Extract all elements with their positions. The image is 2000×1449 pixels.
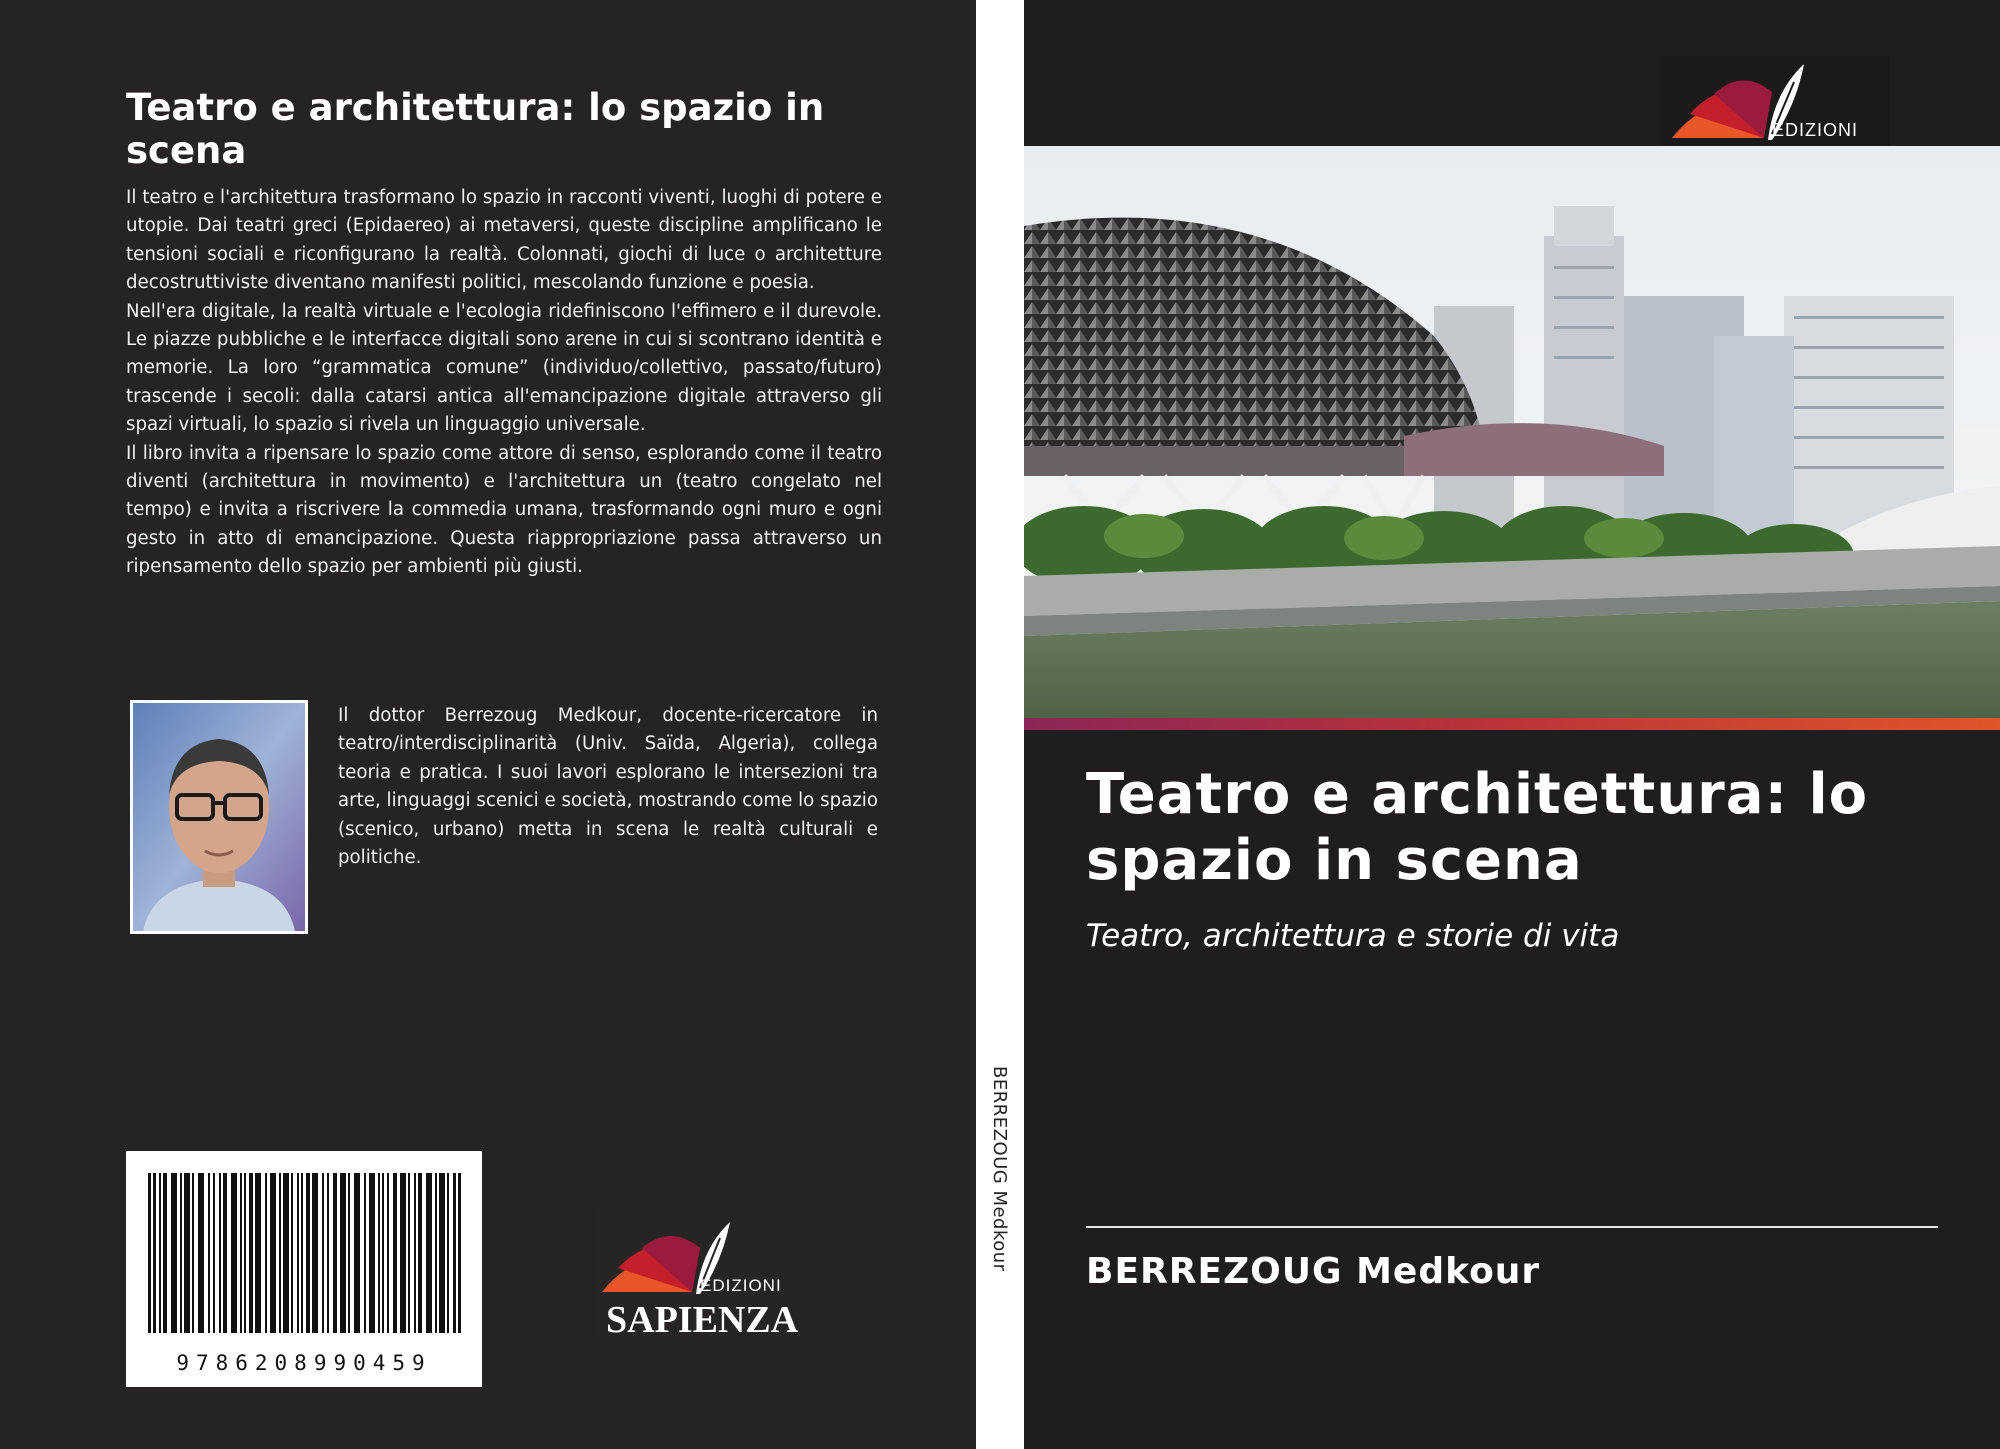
blurb-paragraph: Nell'era digitale, la realtà virtuale e l'ecologia ridefiniscono l'effimero e il durevole. Le piazze pubbliche e le interfacce digitali sono arene in cui si scontrano identità e memorie. La loro “grammatica comune” (individuo/collettivo, passato/futuro) trascende i secoli: dalla catarsi antica all'emancipazione digitale attraverso gli spazi virtuali, lo spazio si rivela un linguaggio universale. — [126, 300, 882, 436]
front-cover-author: BERREZOUG Medkour — [1086, 1251, 1541, 1292]
isbn-digits: 9786208990459 — [176, 1351, 432, 1375]
accent-color-band — [1024, 718, 2000, 730]
blurb-paragraph: Il libro invita a ripensare lo spazio come attore di senso, esplorando come il teatro diventi (architettura in movimento) e l'architettura un (teatro congelato nel tempo) e invita a riscrivere la commedia umana, trasformando ogni muro e ogni gesto in atto di emancipazione. Questa riappropriazione passa attraverso un ripensamento dello spazio per ambienti più giusti. — [126, 442, 882, 578]
publisher-logo-back — [596, 1208, 814, 1340]
isbn-barcode — [126, 1151, 482, 1387]
back-cover-title: Teatro e architettura: lo spazio in scena — [126, 86, 825, 172]
cover-photo-esplanade — [1024, 146, 2000, 718]
publisher-edizioni: EDIZIONI — [700, 1276, 782, 1295]
publisher-edizioni: EDIZIONI — [1772, 120, 1859, 140]
author-photo — [130, 700, 308, 934]
back-cover — [0, 0, 976, 1449]
back-cover-blurb — [126, 184, 882, 582]
divider-line — [1086, 1226, 1938, 1228]
front-cover-title: Teatro e architettura: lo spazio in scena — [1086, 762, 1869, 893]
blurb-paragraph: Il teatro e l'architettura trasformano lo spazio in racconti viventi, luoghi di potere e utopie. Dai teatri greci (Epidaereo) ai metaversi, queste discipline amplificano le tensioni sociali e riconfigurano la realtà. Colonnati, giochi di luce o architetture decostruttiviste diventano manifesti politici, mescolando funzione e poesia. — [126, 187, 882, 294]
author-bio: Il dottor Berrezoug Medkour, docente-ricercatore in teatro/interdisciplinarità (Univ. Saïda, Algeria), collega teoria e pratica. I suoi lavori esplorano le intersezioni tra arte, linguaggi scenici e società, mostrando come lo spazio (scenico, urbano) metta in scena le realtà culturali e politiche. — [338, 705, 878, 869]
publisher-name: SAPIENZA — [606, 1299, 799, 1341]
front-cover-subtitle: Teatro, architettura e storie di vita — [1086, 918, 1620, 954]
spine-author: BERREZOUG Medkour — [989, 1066, 1010, 1272]
